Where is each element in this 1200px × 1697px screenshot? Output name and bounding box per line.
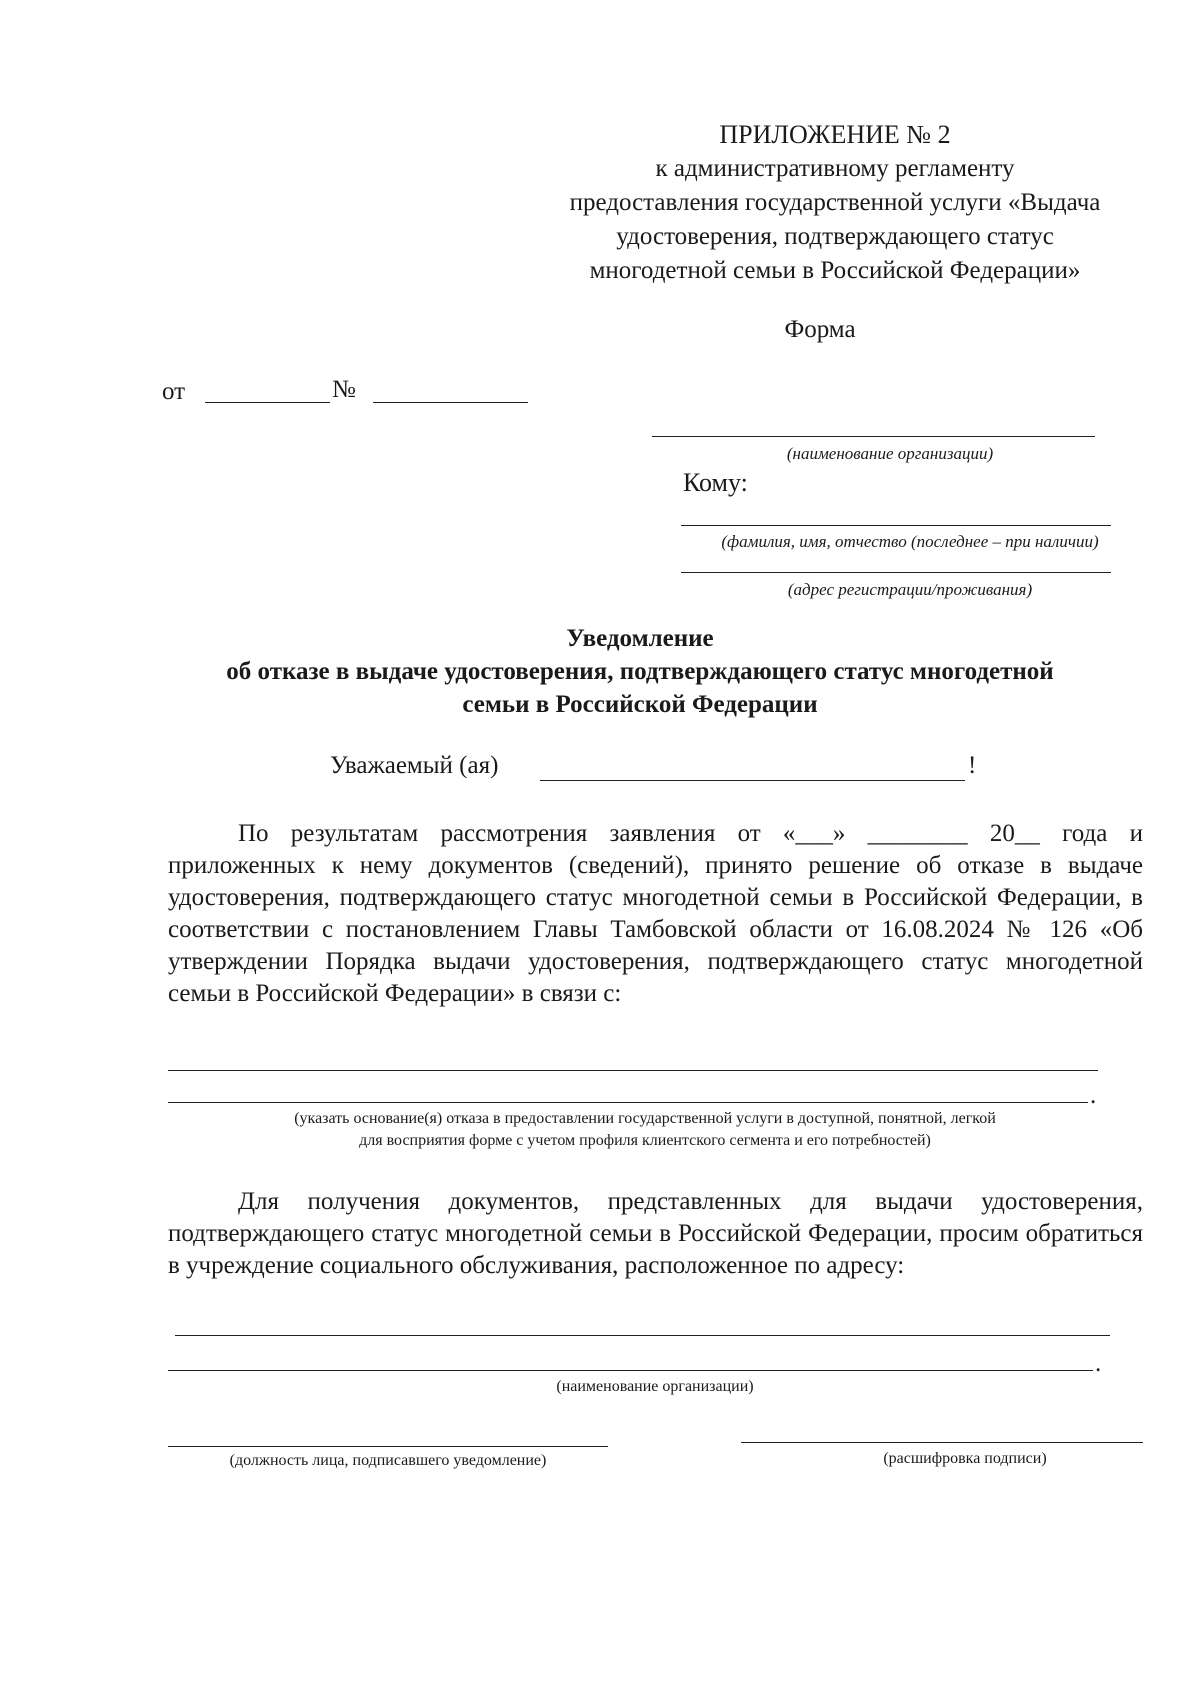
to-label: Кому: (683, 468, 748, 497)
appendix-line-4: многодетной семьи в Российской Федерации» (589, 257, 1081, 284)
appendix-header (530, 118, 1140, 288)
appendix-title: ПРИЛОЖЕНИЕ № 2 (719, 120, 951, 149)
greeting-suffix: ! (968, 752, 977, 779)
number-blank-line[interactable] (373, 402, 528, 403)
org-name-line[interactable] (652, 436, 1095, 437)
date-blank-line[interactable] (205, 402, 330, 403)
pickup-period: . (1095, 1350, 1102, 1377)
signature-decode-line[interactable] (741, 1442, 1143, 1443)
reason-line-1[interactable] (168, 1070, 1098, 1071)
pickup-org-line-2[interactable] (168, 1370, 1093, 1371)
greeting-name-line[interactable] (540, 780, 965, 781)
appendix-line-2: предоставления государственной услуги «Выдача (569, 189, 1101, 216)
fio-line[interactable] (681, 525, 1111, 526)
signature-decode-caption: (расшифровка подписи) (883, 1450, 1047, 1467)
from-label: от (162, 378, 186, 405)
address-line[interactable] (681, 572, 1111, 573)
number-label: № (332, 376, 356, 403)
decision-paragraph: По результатам рассмотрения заявления от «___» ________ 20__ года и приложенных к нему документов (сведений), принято решение об отказе в выдаче удостоверения, подтверждающего статус многодетной семьи в Российской Федерации, в соответствии с постановлением Главы Тамбовской области от 16.08.2024 № 126 «Об утверждении Порядка выдачи удостоверения, подтверждающего статус многодетной семьи в Российской Федерации» в связи с: (168, 820, 1143, 1007)
reason-line-2[interactable] (168, 1102, 1088, 1103)
appendix-line-1: к административному регламенту (655, 155, 1015, 182)
org-name-caption: (наименование организации) (786, 444, 994, 463)
notice-heading (150, 622, 1130, 721)
fio-caption: (фамилия, имя, отчество (последнее – при наличии) (721, 532, 1099, 551)
pickup-org-line-1[interactable] (175, 1335, 1110, 1336)
notice-heading-line-3: семьи в Российской Федерации (462, 691, 818, 718)
reason-period: . (1090, 1082, 1097, 1109)
notice-heading-line-2: об отказе в выдаче удостоверения, подтверждающего статус многодетной (226, 658, 1054, 685)
pickup-org-caption: (наименование организации) (556, 1378, 754, 1395)
pickup-paragraph: Для получения документов, представленных для выдачи удостоверения, подтверждающего статус многодетной семьи в Российской Федерации, просим обратиться в учреждение социального обслуживания, расположенное по адресу: (168, 1188, 1143, 1279)
greeting-prefix: Уважаемый (ая) (330, 752, 499, 779)
position-caption: (должность лица, подписавшего уведомление) (229, 1452, 547, 1469)
reason-caption-2: для восприятия форме с учетом профиля клиентского сегмента и его потребностей) (359, 1132, 931, 1149)
form-label: Форма (784, 316, 856, 343)
appendix-line-3: удостоверения, подтверждающего статус (616, 223, 1054, 250)
reason-caption-1: (указать основание(я) отказа в предоставлении государственной услуги в доступной, понятной, легкой (294, 1110, 996, 1127)
address-caption: (адрес регистрации/проживания) (787, 580, 1033, 599)
notice-heading-line-1: Уведомление (566, 625, 714, 652)
position-line[interactable] (168, 1446, 608, 1447)
